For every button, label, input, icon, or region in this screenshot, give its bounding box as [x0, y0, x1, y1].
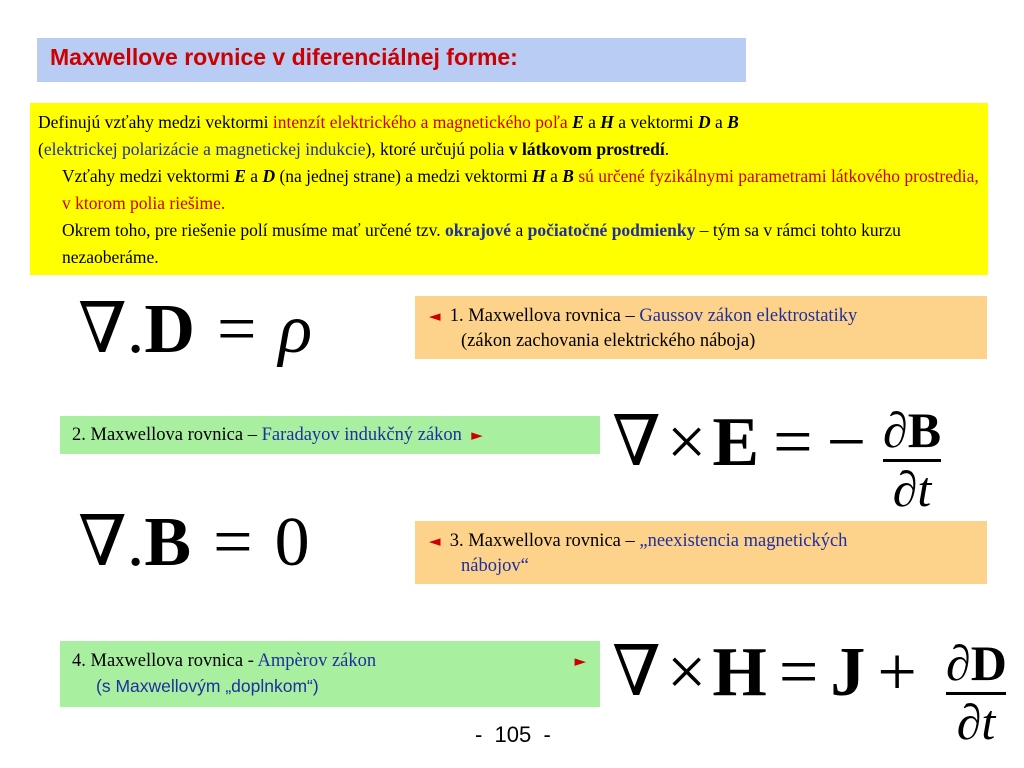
equation-ampere: ∇×H = J +	[612, 634, 917, 711]
nabla-symbol: ∇	[612, 404, 661, 481]
maxwell-eq2-label-box: 2. Maxwellova rovnica – Faradayov indukčný zákon ►	[60, 416, 600, 454]
maxwell-eq3-label-box: ◄ 3. Maxwellova rovnica – „neexistencia magnetických nábojov“	[415, 521, 987, 584]
intro-paragraph-1: Definujú vzťahy medzi vektormi intenzít elektrického a magnetického poľa E a H a vektormi D a B (elektrickej polarizácie a magnetickej indukcie), ktoré určujú polia v látkovom prostredí.	[38, 112, 739, 159]
nabla-symbol: ∇	[78, 504, 127, 581]
fraction-dB-dt: ∂B ∂t	[883, 402, 942, 517]
fraction-dD-dt: ∂D ∂t	[946, 635, 1007, 750]
nabla-symbol: ∇	[78, 291, 127, 368]
maxwell-eq4-label-box: 4. Maxwellova rovnica - Ampèrov zákon ► (s Maxwellovým „doplnkom“)	[60, 641, 600, 707]
intro-text-box	[30, 103, 988, 275]
left-arrow-icon: ◄	[429, 307, 441, 325]
equation-no-monopole: ∇.B = 0	[78, 504, 310, 581]
intro-paragraph-2: Vzťahy medzi vektormi E a D (na jednej strane) a medzi vektormi H a B sú určené fyzikálnymi parametrami látkového prostredia, v ktorom polia riešime.	[62, 166, 979, 213]
page-number: - 105 -	[475, 722, 551, 747]
slide-title: Maxwellove rovnice v diferenciálnej forme:	[37, 38, 746, 82]
intro-paragraph-3: Okrem toho, pre riešenie polí musíme mať určené tzv. okrajové a počiatočné podmienky – tým sa v rámci tohto kurzu nezaoberáme.	[62, 220, 901, 267]
left-arrow-icon: ◄	[429, 532, 441, 550]
maxwell-eq1-label-box: ◄ 1. Maxwellova rovnica – Gaussov zákon elektrostatiky (zákon zachovania elektrického náboja)	[415, 296, 987, 359]
right-arrow-icon: ►	[471, 426, 483, 444]
nabla-symbol: ∇	[612, 634, 661, 711]
equation-faraday: ∇×E = −	[612, 404, 867, 481]
right-arrow-icon: ►	[574, 652, 586, 670]
equation-gauss: ∇.D = ρ	[78, 291, 313, 368]
